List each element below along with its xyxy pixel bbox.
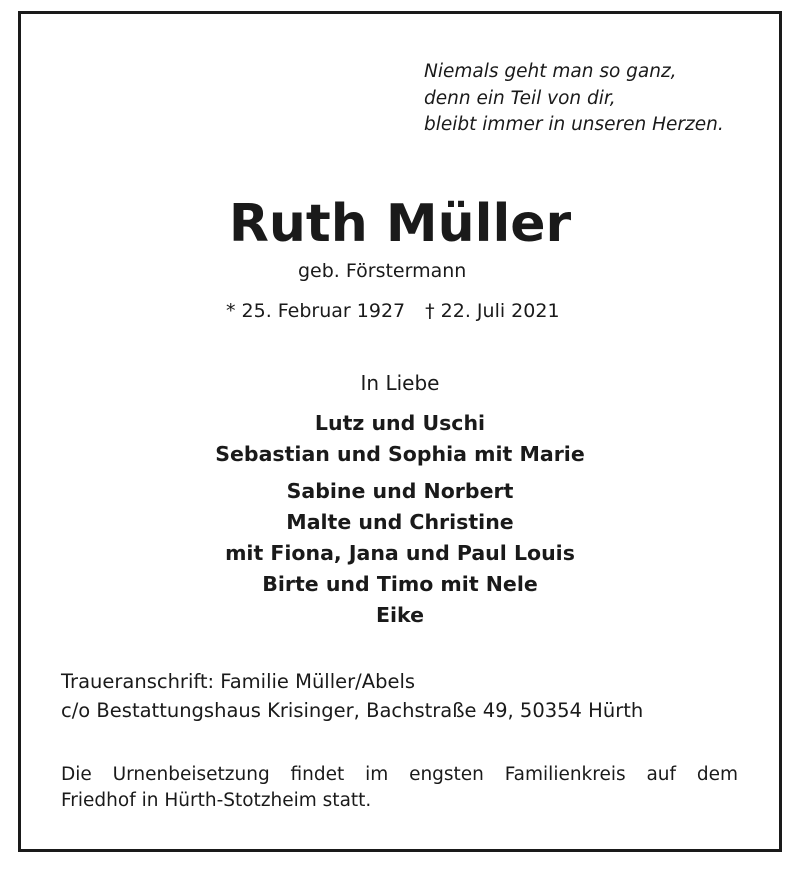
mourner-line: mit Fiona, Jana und Paul Louis [225,541,575,565]
birth-name: geb. Förstermann [298,260,467,282]
note-line: Die Urnenbeisetzung findet im engsten Familienkreis auf dem [61,764,738,785]
birth-date: * 25. Februar 1927 [226,300,406,322]
mourners-group [0,476,800,631]
death-date: † 22. Juli 2021 [425,300,560,322]
deceased-name: Ruth Müller [228,194,572,254]
mourners-group [0,408,800,470]
mourning-address [61,667,643,725]
mourner-line: Malte und Christine [286,510,514,534]
mourner-line: Sabine und Norbert [286,479,514,503]
address-line: Traueranschrift: Familie Müller/Abels [61,670,416,693]
burial-note [61,762,738,814]
mourner-line: Eike [375,603,425,627]
address-line: c/o Bestattungshaus Krisinger, Bachstraße 49, 50354 Hürth [61,699,644,722]
poem-line: denn ein Teil von dir, [424,87,616,109]
mourner-line: Lutz und Uschi [314,411,486,435]
poem-line: Niemals geht man so ganz, [424,61,677,82]
mourner-line: Birte und Timo mit Nele [262,572,538,596]
life-dates [226,298,560,324]
mourner-line: Sebastian und Sophia mit Marie [215,442,585,466]
poem-line: bleibt immer in unseren Herzen. [424,114,724,135]
poem [424,59,724,139]
note-line: Friedhof in Hürth-Stotzheim statt. [61,790,372,811]
mourners-intro: In Liebe [360,371,440,395]
